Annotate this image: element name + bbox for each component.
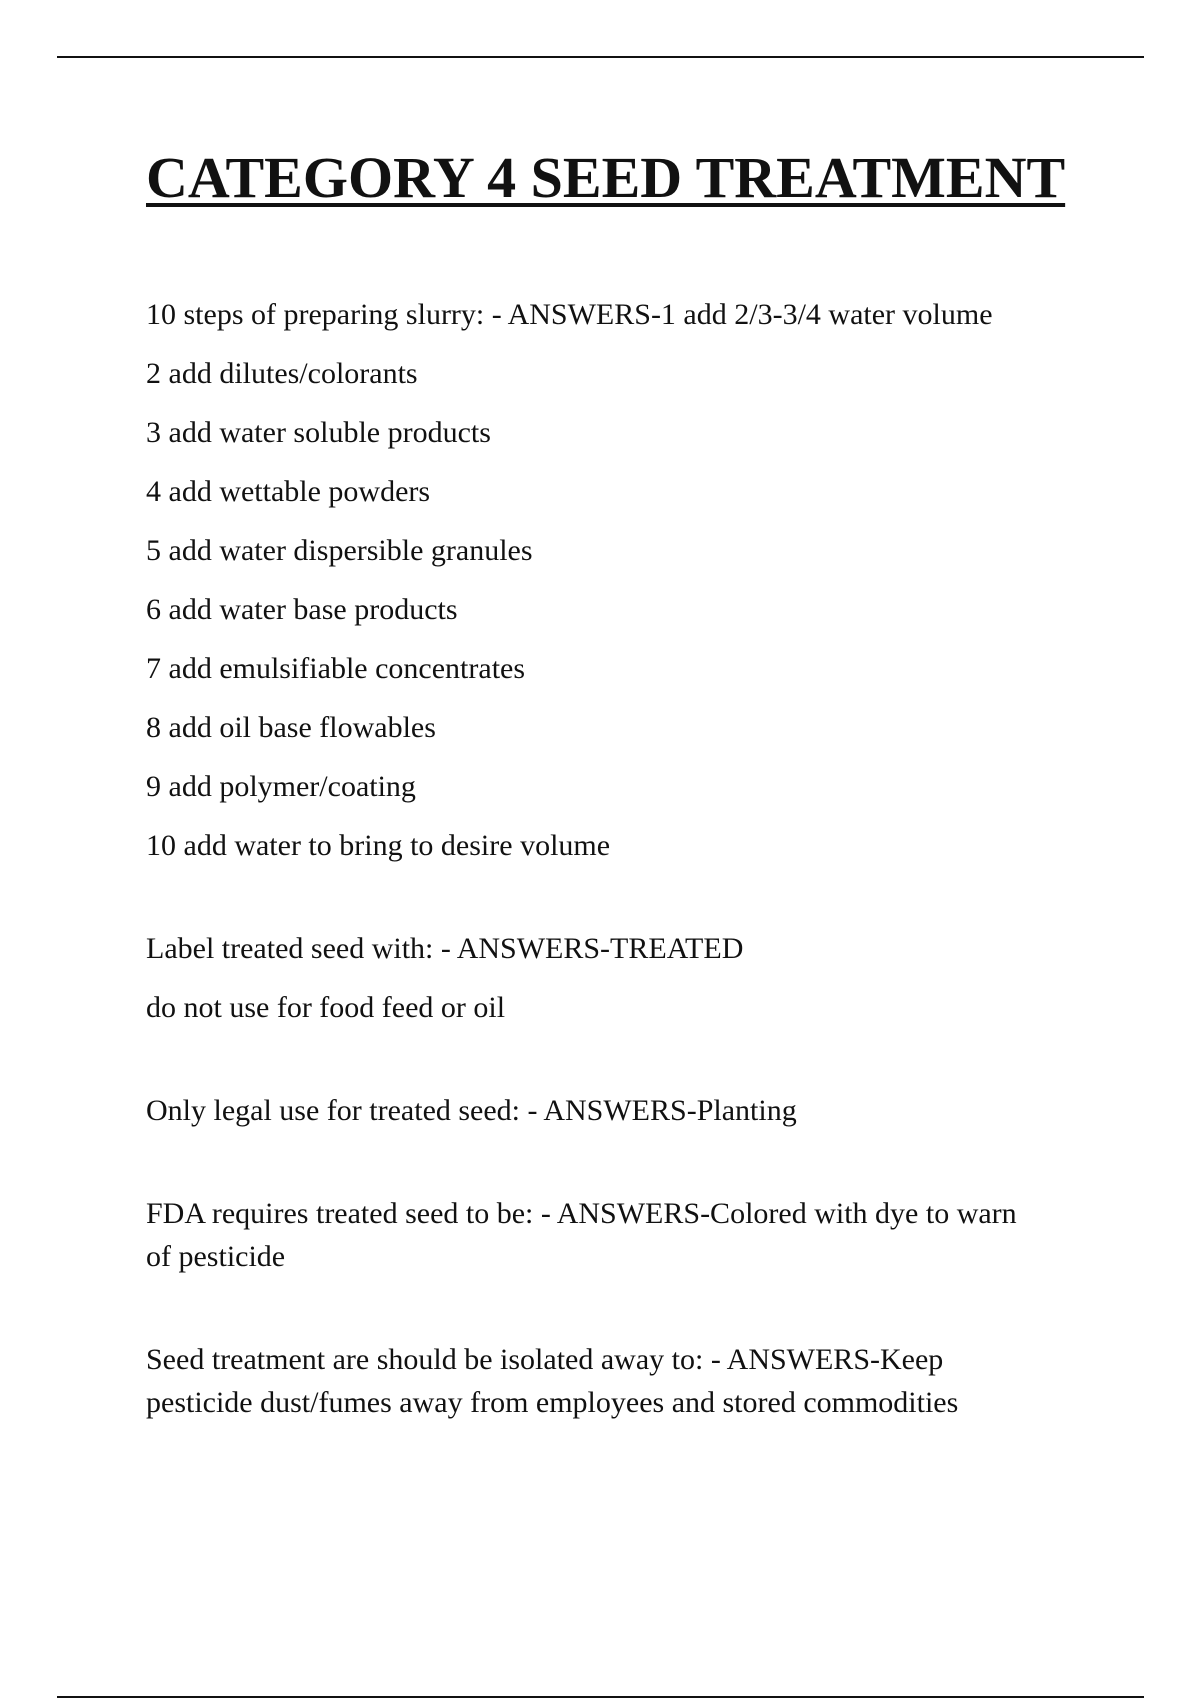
bottom-rule: [57, 1696, 1144, 1698]
text-line: 9 add polymer/coating: [146, 770, 416, 803]
qa-block-legal-use: [146, 1089, 1046, 1132]
text-line: FDA requires treated seed to be: - ANSWERS-Colored with dye to warn of pesticide: [146, 1197, 1017, 1273]
text-line: 7 add emulsifiable concentrates: [146, 652, 526, 685]
page-title: CATEGORY 4 SEED TREATMENT: [146, 145, 1066, 210]
qa-block-slurry-steps: [146, 293, 1046, 867]
text-line: 5 add water dispersible granules: [146, 534, 533, 567]
text-line: 8 add oil base flowables: [146, 711, 436, 744]
qa-block-isolation: [146, 1338, 1046, 1424]
text-line: 3 add water soluble products: [146, 416, 491, 449]
text-line: 4 add wettable powders: [146, 475, 431, 508]
text-line: 10 add water to bring to desire volume: [146, 829, 611, 862]
document-body: [146, 293, 1046, 1424]
text-line: 2 add dilutes/colorants: [146, 357, 418, 390]
qa-block-fda-requirement: [146, 1192, 1046, 1278]
text-line: Label treated seed with: - ANSWERS-TREATED: [146, 932, 744, 965]
qa-block-label-treated-seed: [146, 927, 1046, 1029]
text-line: Seed treatment are should be isolated away to: - ANSWERS-Keep pesticide dust/fumes away from employees and stored commodities: [146, 1343, 959, 1419]
text-line: do not use for food feed or oil: [146, 991, 506, 1024]
top-rule: [57, 56, 1144, 58]
text-line: 10 steps of preparing slurry: - ANSWERS-1 add 2/3-3/4 water volume: [146, 298, 993, 331]
text-line: 6 add water base products: [146, 593, 458, 626]
text-line: Only legal use for treated seed: - ANSWERS-Planting: [146, 1094, 797, 1127]
